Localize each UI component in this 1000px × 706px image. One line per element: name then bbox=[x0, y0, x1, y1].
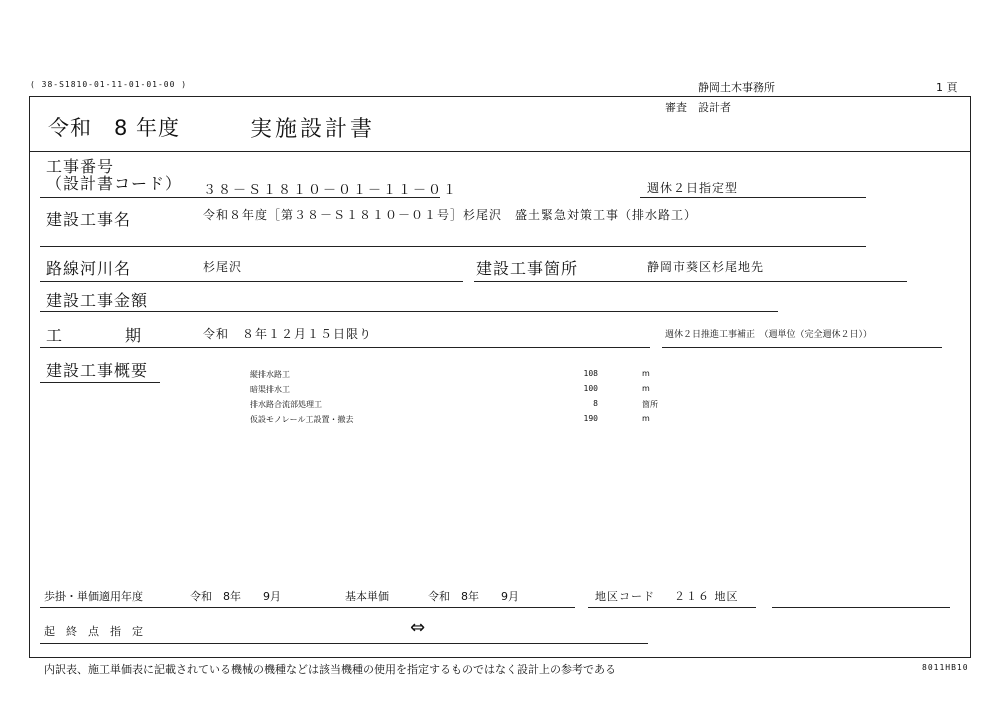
week-type: 週休２日指定型 bbox=[647, 181, 739, 195]
unit-year-label: 歩掛・単価適用年度 bbox=[44, 590, 143, 603]
list-item bbox=[250, 369, 670, 384]
underline bbox=[40, 347, 650, 348]
underline bbox=[640, 197, 866, 198]
item-unit: m bbox=[642, 384, 650, 393]
list-item bbox=[250, 399, 670, 414]
page-number: 1 頁 bbox=[936, 81, 958, 94]
reference-note: 内訳表、施工単価表に記載されている機械の機種などは該当機種の使用を指定するものではなく設計上の参考である bbox=[44, 663, 616, 676]
double-arrow-icon: ⇔ bbox=[410, 617, 426, 638]
underline bbox=[474, 281, 907, 282]
document-code: ( 38-S1810-01-11-01-01-00 ) bbox=[30, 80, 188, 89]
underline bbox=[40, 382, 160, 383]
amount-label: 建設工事金額 bbox=[46, 291, 149, 310]
base-price-label: 基本単価 bbox=[345, 590, 389, 603]
route-name: 杉尾沢 bbox=[203, 260, 243, 274]
underline bbox=[40, 311, 778, 312]
item-unit: m bbox=[642, 369, 650, 378]
underline bbox=[40, 607, 575, 608]
underline bbox=[662, 347, 942, 348]
form-code: 8011HB10 bbox=[922, 663, 969, 672]
underline bbox=[40, 281, 463, 282]
title-divider bbox=[29, 151, 971, 152]
item-quantity: 190 bbox=[583, 414, 598, 423]
start-end-label: 起 終 点 指 定 bbox=[44, 625, 143, 638]
list-item bbox=[250, 384, 670, 399]
overview-label: 建設工事概要 bbox=[46, 361, 149, 380]
review-label: 審査 設計者 bbox=[665, 101, 731, 114]
overview-list bbox=[250, 369, 670, 429]
project-number-label-line2: （設計書コード） bbox=[46, 174, 183, 193]
item-name: 縦排水路工 bbox=[250, 370, 290, 379]
project-number: ３８－Ｓ１８１０－０１－１１－０１ bbox=[203, 183, 459, 198]
underline bbox=[40, 197, 440, 198]
location: 静岡市葵区杉尾地先 bbox=[647, 260, 765, 274]
item-unit: 箇所 bbox=[642, 400, 658, 409]
project-name-label: 建設工事名 bbox=[46, 210, 132, 229]
base-price: 令和 8年 9月 bbox=[428, 590, 519, 603]
underline bbox=[40, 643, 648, 644]
period-label-right: 期 bbox=[125, 326, 143, 345]
location-label: 建設工事箇所 bbox=[476, 259, 579, 278]
item-name: 排水路合流部処理工 bbox=[250, 400, 322, 409]
district-label: 地区コード bbox=[595, 590, 655, 603]
project-number-label bbox=[46, 158, 182, 192]
item-name: 仮設モノレール工設置・撤去 bbox=[250, 415, 354, 424]
period-label-left: 工 bbox=[46, 326, 64, 345]
list-item bbox=[250, 414, 670, 429]
item-quantity: 108 bbox=[583, 369, 598, 378]
work-correction: 週休２日推進工事補正 （週単位（完全週休２日）） bbox=[665, 330, 873, 340]
project-number-label-line1: 工事番号 bbox=[46, 157, 115, 176]
page-title: 実施設計書 bbox=[250, 117, 376, 142]
underline bbox=[772, 607, 950, 608]
office-name: 静岡土木事務所 bbox=[698, 81, 775, 94]
item-quantity: 100 bbox=[583, 384, 598, 393]
project-name: 令和８年度［第３８－Ｓ１８１０－０１号］杉尾沢 盛土緊急対策工事（排水路工） bbox=[203, 208, 698, 222]
fiscal-year: 令和 8 年度 bbox=[48, 116, 181, 140]
unit-year: 令和 8年 9月 bbox=[190, 590, 281, 603]
period: 令和 ８年１２月１５日限り bbox=[203, 327, 373, 341]
item-unit: m bbox=[642, 414, 650, 423]
item-quantity: 8 bbox=[593, 399, 598, 408]
district-code: ２１６ 地区 bbox=[674, 590, 739, 603]
route-label: 路線河川名 bbox=[46, 259, 132, 278]
underline bbox=[588, 607, 756, 608]
item-name: 暗渠排水工 bbox=[250, 385, 290, 394]
underline bbox=[40, 246, 866, 247]
